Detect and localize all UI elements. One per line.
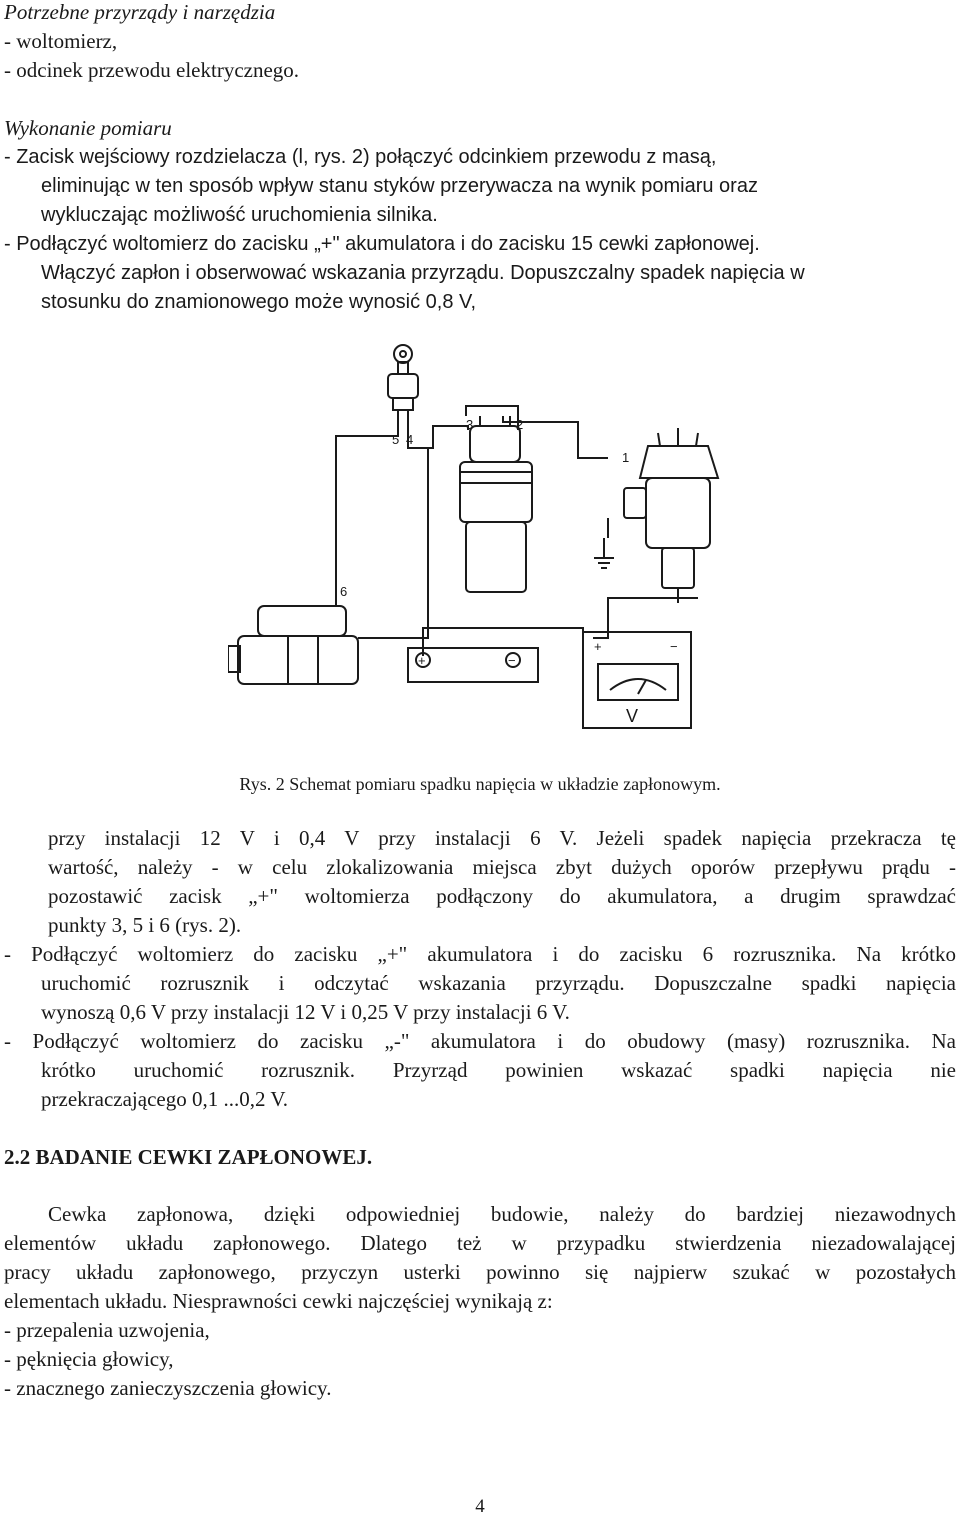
wiring xyxy=(336,406,698,656)
step3-line2: uruchomić rozrusznik i odczytać wskazania przyrządu. Dopuszczalne spadki napięcia xyxy=(41,971,956,995)
figure-caption: Rys. 2 Schemat pomiaru spadku napięcia w układzie zapłonowym. xyxy=(239,774,721,794)
coil-list-item-3: - znacznego zanieczyszczenia głowicy. xyxy=(4,1376,332,1400)
coil-paragraph-line4: elementach układu. Niesprawności cewki najczęściej wynikają z: xyxy=(4,1289,553,1313)
tools-heading: Potrzebne przyrządy i narzędzia xyxy=(4,0,276,24)
step3-line3: wynoszą 0,6 V przy instalacji 12 V i 0,25 V przy instalacji 6 V. xyxy=(41,1000,570,1024)
step1-line1: - Zacisk wejściowy rozdzielacza (l, rys. 2) połączyć odcinkiem przewodu z masą, xyxy=(4,146,717,168)
meter-plus-label: + xyxy=(594,639,602,654)
ground-symbol xyxy=(594,538,614,568)
step1-line3: wykluczając możliwość uruchomienia silnika. xyxy=(41,204,438,226)
coil-paragraph-line1: Cewka zapłonowa, dzięki odpowiedniej budowie, należy do bardziej niezawodnych xyxy=(48,1202,956,1226)
coil-list-item-2: - pęknięcia głowicy, xyxy=(4,1347,174,1371)
tools-item-voltmeter: - woltomierz, xyxy=(4,29,118,53)
step2-line2: Włączyć zapłon i obserwować wskazania przyrządu. Dopuszczalny spadek napięcia w xyxy=(41,262,805,284)
step3-line1: - Podłączyć woltomierz do zacisku „+" akumulatora i do zacisku 6 rozrusznika. Na krótko xyxy=(4,942,956,966)
coil-paragraph-line3: pracy układu zapłonowego, przyczyn usterki powinno się najpierw szukać w pozostałych xyxy=(4,1260,956,1284)
starter-motor xyxy=(228,606,358,684)
continuation-line3: pozostawić zacisk „+" woltomierza podłączony do akumulatora, a drugim sprawdzać xyxy=(48,884,956,908)
coil-list-item-1: - przepalenia uzwojenia, xyxy=(4,1318,210,1342)
step4-line3: przekraczającego 0,1 ...0,2 V. xyxy=(41,1087,289,1111)
ignition-switch xyxy=(388,345,418,430)
battery-minus-label: − xyxy=(508,653,516,668)
coil-section-heading: 2.2 BADANIE CEWKI ZAPŁONOWEJ. xyxy=(4,1145,373,1169)
meter-volt-label: V xyxy=(626,706,639,726)
step4-line1: - Podłączyć woltomierz do zacisku „-" akumulatora i do obudowy (masy) rozrusznika. Na xyxy=(4,1029,956,1053)
continuation-line4: punkty 3, 5 i 6 (rys. 2). xyxy=(48,913,242,937)
coil-paragraph-line2: elementów układu zapłonowego. Dlatego też w przypadku stwierdzenia niezadowalającej xyxy=(4,1231,956,1255)
continuation-line2: wartość, należy - w celu zlokalizowania miejsca zbyt dużych oporów przepływu prądu - xyxy=(48,855,956,879)
step4-line2: krótko uruchomić rozrusznik. Przyrząd powinien wskazać spadki napięcia nie xyxy=(41,1058,956,1082)
terminal-label-2: 2 xyxy=(516,417,524,432)
procedure-heading: Wykonanie pomiaru xyxy=(4,116,172,140)
terminal-label-4: 4 xyxy=(406,432,414,447)
step1-line2: eliminując w ten sposób wpływ stanu styków przerywacza na wynik pomiaru oraz xyxy=(41,175,758,197)
page-number: 4 xyxy=(475,1496,485,1517)
terminal-label-6: 6 xyxy=(340,584,348,599)
terminal-label-5: 5 xyxy=(392,432,400,447)
terminal-label-1: 1 xyxy=(622,450,630,465)
tools-item-wire: - odcinek przewodu elektrycznego. xyxy=(4,58,300,82)
ignition-coil xyxy=(460,416,532,592)
continuation-line1: przy instalacji 12 V i 0,4 V przy instalacji 6 V. Jeżeli spadek napięcia przekracza tę xyxy=(48,826,956,850)
battery xyxy=(408,648,538,682)
step2-line3: stosunku do znamionowego może wynosić 0,8 V, xyxy=(41,291,477,313)
meter-minus-label: − xyxy=(670,639,678,654)
terminal-label-3: 3 xyxy=(466,417,474,432)
battery-plus-label: + xyxy=(418,653,426,668)
distributor xyxy=(624,428,718,603)
step2-line1: - Podłączyć woltomierz do zacisku „+" akumulatora i do zacisku 15 cewki zapłonowej. xyxy=(4,233,760,255)
ignition-schematic xyxy=(228,338,750,740)
